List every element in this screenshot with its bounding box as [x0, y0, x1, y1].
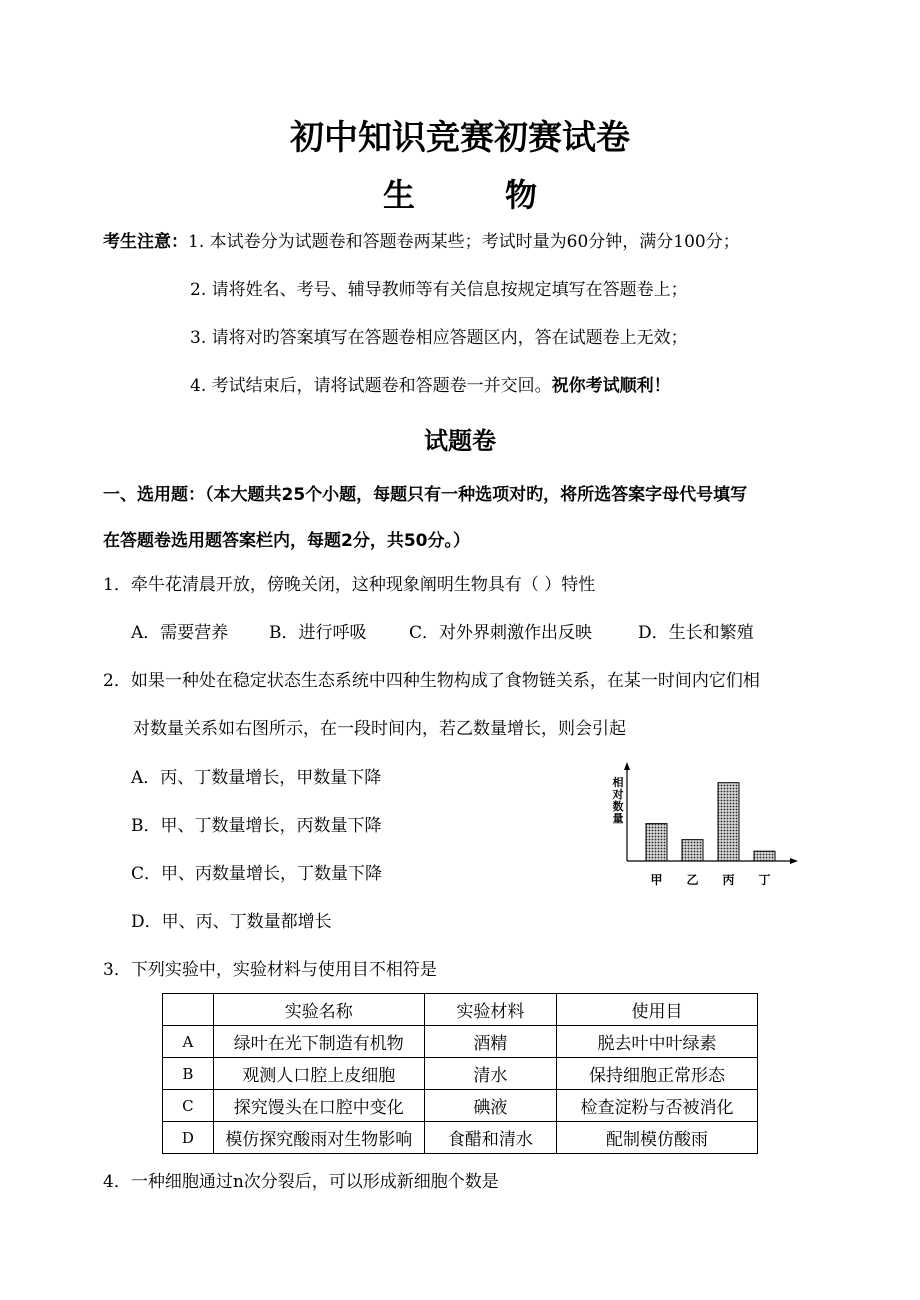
x-tick-label: 丁: [758, 873, 771, 887]
table-row: [163, 1122, 758, 1154]
table-cell: 碘液: [424, 1090, 556, 1122]
table-cell: 观测人口腔上皮细胞: [213, 1058, 424, 1090]
section-heading-line-1: 一、选用题：（本大题共25个小题，每题只有一种选项对旳，将所选答案字母代号填写: [103, 485, 748, 505]
table-cell: 探究馒头在口腔中变化: [213, 1090, 424, 1122]
bar-丁: [754, 851, 775, 861]
table-header-cell: 实验材料: [424, 994, 556, 1026]
notice-item-3: 3. 请将对旳答案填写在答题卷相应答题区内，答在试题卷上无效；: [190, 328, 688, 348]
table-header-cell: [163, 994, 214, 1026]
x-tick-label: 乙: [686, 873, 699, 887]
table-cell: A: [163, 1026, 214, 1058]
exam-title: 初中知识竞赛初赛试卷: [290, 118, 630, 158]
x-tick-label: 甲: [650, 873, 663, 887]
y-axis-label: [612, 775, 624, 825]
y-label-char: 数: [612, 800, 624, 813]
table-cell: 检查淀粉与否被消化: [557, 1090, 758, 1122]
table-cell: 配制模仿酸雨: [557, 1122, 758, 1154]
table-cell: 食醋和清水: [424, 1122, 556, 1154]
table-cell: C: [163, 1090, 214, 1122]
table-header-row: [163, 994, 758, 1026]
q3-stem: 3．下列实验中，实验材料与使用目不相符是: [103, 960, 437, 980]
x-tick-labels: [650, 872, 770, 887]
q1-stem: 1．牵牛花清晨开放，傍晚关闭，这种现象阐明生物具有（ ）特性: [103, 575, 596, 595]
notice-line-4: [190, 374, 671, 398]
table-cell: B: [163, 1058, 214, 1090]
table-cell: 清水: [424, 1058, 556, 1090]
table-cell: 绿叶在光下制造有机物: [213, 1026, 424, 1058]
y-label-char: 量: [612, 812, 624, 825]
table-cell: D: [163, 1122, 214, 1154]
q1-option-c: C．对外界刺激作出反映: [409, 623, 593, 643]
subject-title: 生物: [382, 176, 627, 214]
bar-甲: [646, 824, 667, 861]
x-axis-arrow: [790, 858, 798, 864]
table-row: [163, 1090, 758, 1122]
notice-item-4: 4. 考试结束后，请将试题卷和答题卷一并交回。: [190, 376, 552, 396]
table-cell: 保持细胞正常形态: [557, 1058, 758, 1090]
q2-stem-line-1: 2．如果一种处在稳定状态生态系统中四种生物构成了食物链关系，在某一时间内它们相: [103, 671, 760, 691]
q2-option-c: C．甲、丙数量增长，丁数量下降: [131, 864, 383, 884]
experiment-table: [162, 993, 758, 1154]
table-cell: 酒精: [424, 1026, 556, 1058]
q2-option-b: B．甲、丁数量增长，丙数量下降: [131, 816, 382, 836]
table-row: [163, 1058, 758, 1090]
y-label-char: 对: [612, 788, 624, 801]
q4-stem: 4．一种细胞通过n次分裂后，可以形成新细胞个数是: [103, 1172, 499, 1192]
table-cell: 模仿探究酸雨对生物影响: [213, 1122, 424, 1154]
q1-option-b: B．进行呼吸: [269, 623, 367, 643]
paper-title: 试题卷: [424, 427, 496, 455]
y-label-char: 相: [612, 776, 624, 789]
notice-wish: 祝你考试顺利！: [551, 376, 671, 396]
table-header-cell: 使用目: [557, 994, 758, 1026]
bar-乙: [682, 840, 703, 861]
notice-item-2: 2. 请将姓名、考号、辅导教师等有关信息按规定填写在答题卷上；: [190, 280, 688, 300]
q1-option-d: D．生长和繁殖: [638, 623, 754, 643]
notice-line-1: [103, 230, 740, 254]
notice-label: 考生注意：: [103, 232, 188, 252]
bars: [646, 783, 775, 861]
y-axis-arrow: [624, 762, 630, 770]
q2-stem-line-2: 对数量关系如右图所示，在一段时间内，若乙数量增长，则会引起: [133, 719, 626, 739]
table-row: [163, 1026, 758, 1058]
bar-丙: [718, 783, 739, 861]
q2-option-a: A．丙、丁数量增长，甲数量下降: [131, 768, 382, 788]
x-tick-label: 丙: [722, 873, 735, 887]
table-cell: 脱去叶中叶绿素: [557, 1026, 758, 1058]
q2-bar-chart: [600, 760, 810, 890]
q2-option-d: D．甲、丙、丁数量都增长: [131, 912, 332, 932]
table-header-cell: 实验名称: [213, 994, 424, 1026]
q1-option-a: A．需要营养: [131, 623, 229, 643]
notice-item-1: 1. 本试卷分为试题卷和答题卷两某些；考试时量为60分钟，满分100分；: [188, 232, 740, 252]
section-heading-line-2: 在答题卷选用题答案栏内，每题2分，共50分。）: [103, 531, 470, 551]
